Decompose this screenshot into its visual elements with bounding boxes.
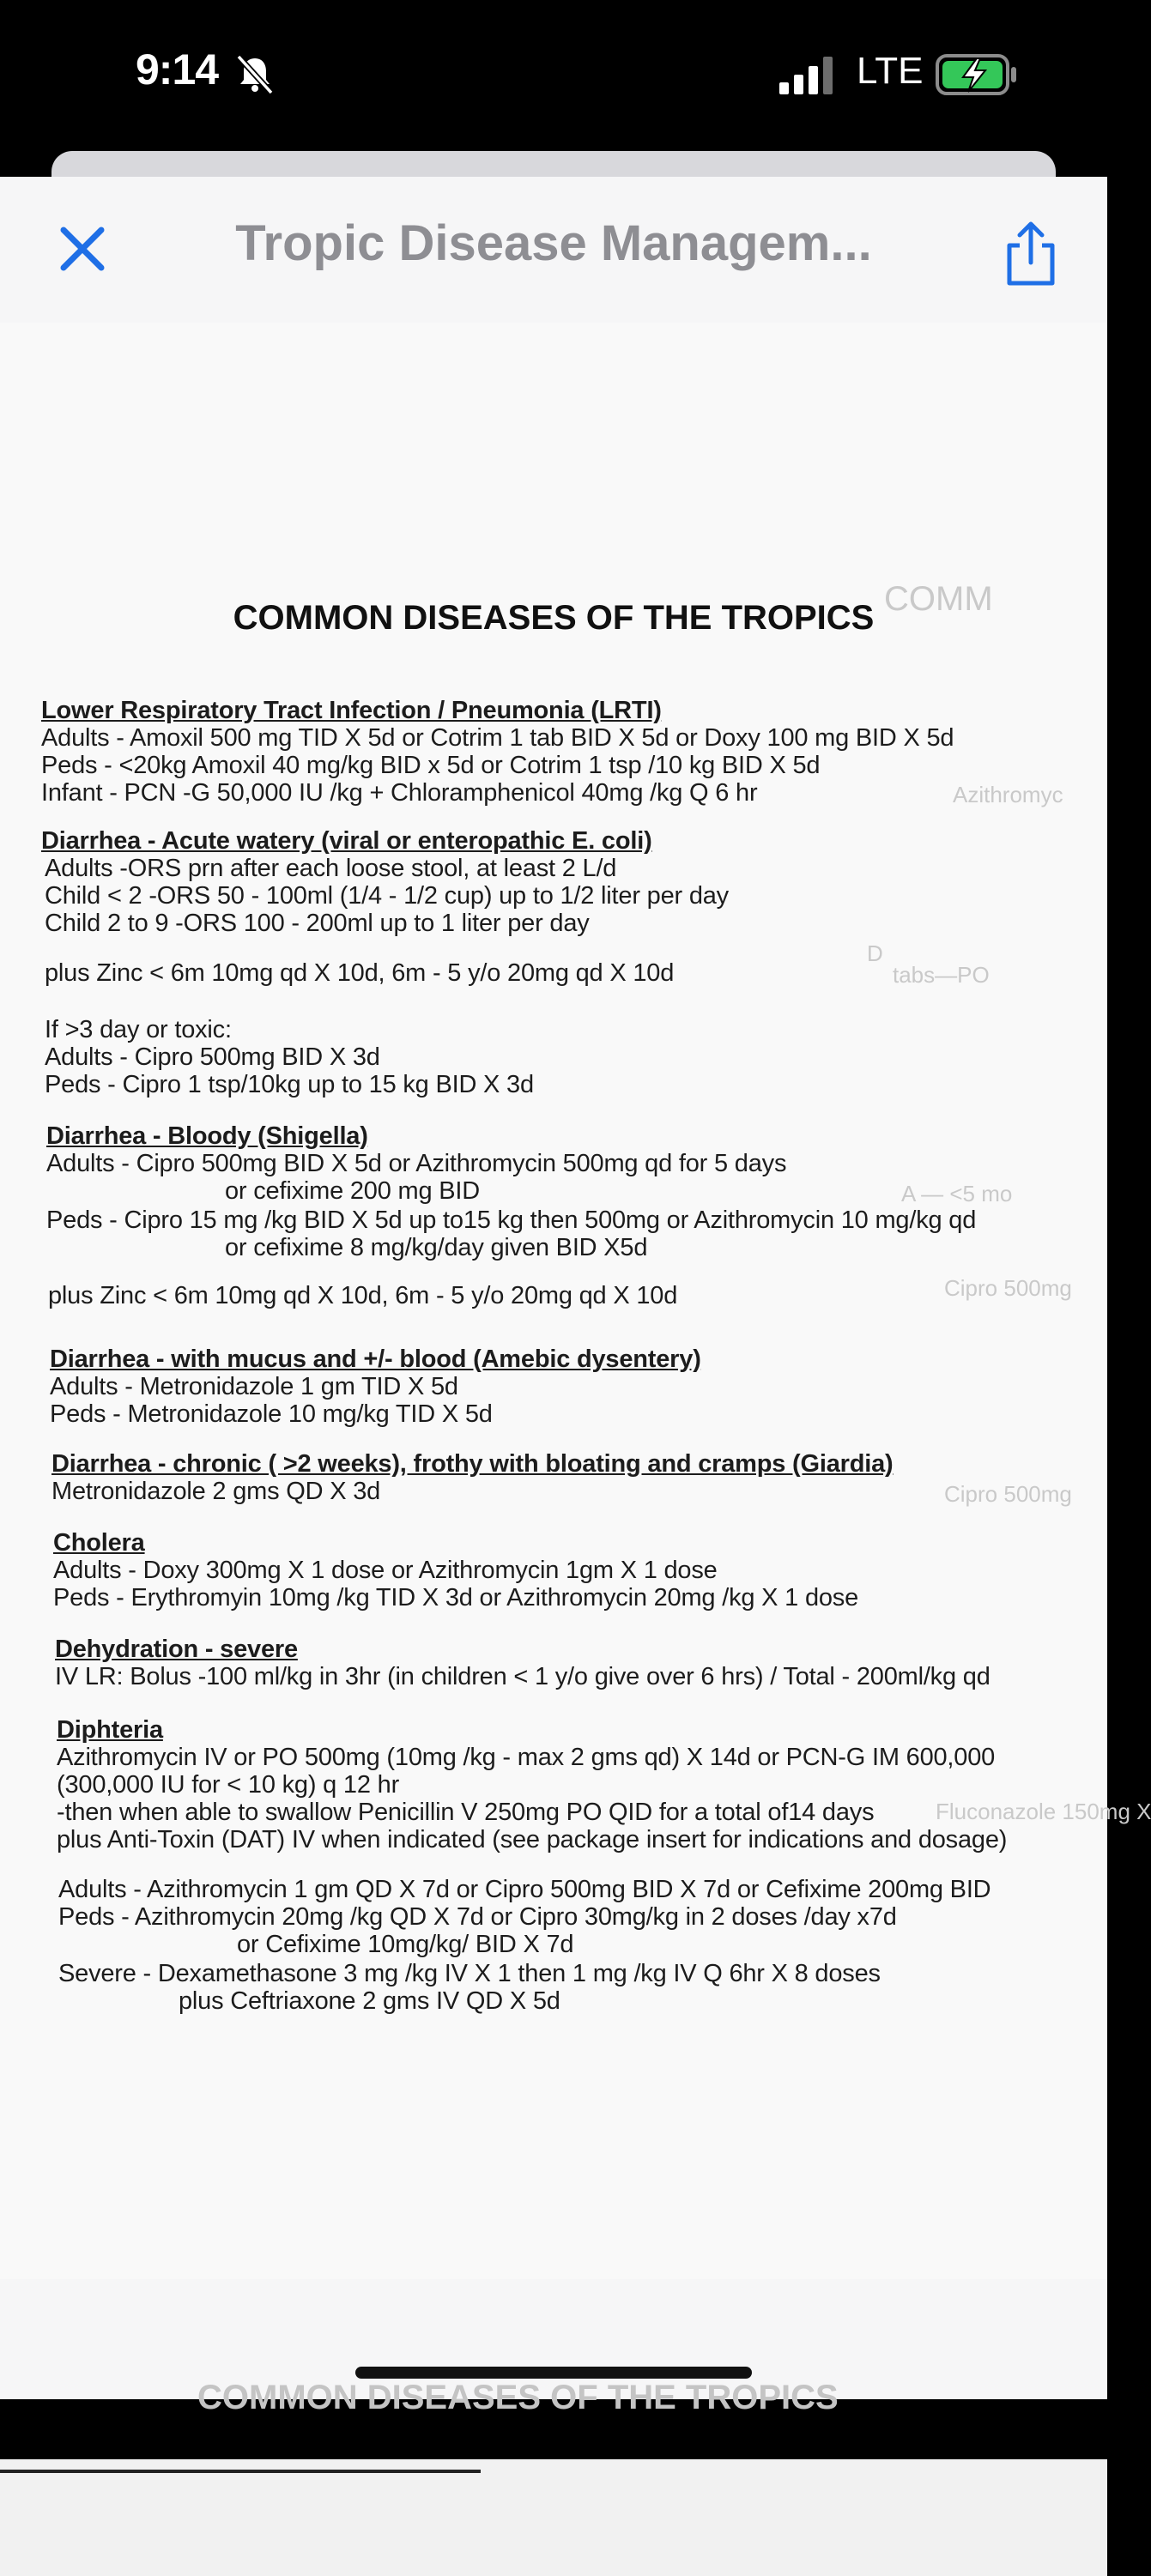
sheet-header — [0, 177, 1107, 323]
bloody-adults-alt: or cefixime 200 mg BID — [225, 1177, 480, 1205]
heading-lrti: Lower Respiratory Tract Infection / Pneumonia (LRTI) — [41, 697, 662, 724]
watery-adults: Adults -ORS prn after each loose stool, at least 2 L/d — [45, 855, 617, 882]
bloody-zinc: plus Zinc < 6m 10mg qd X 10d, 6m - 5 y/o 20mg qd X 10d — [48, 1282, 678, 1309]
lrti-peds: Peds - <20kg Amoxil 40 mg/kg BID x 5d or Cotrim 1 tsp /10 kg BID X 5d — [41, 752, 821, 779]
document-sheet — [0, 177, 1151, 2399]
next-page-heading-fragment: COMMON DISEASES OF THE TROPICS — [197, 2379, 839, 2416]
diphteria-antitoxin: plus Anti-Toxin (DAT) IV when indicated (see package insert for indications and dosage) — [57, 1826, 1008, 1853]
heading-giardia: Diarrhea - chronic ( >2 weeks), frothy with bloating and cramps (Giardia) — [51, 1450, 894, 1478]
heading-diphteria: Diphteria — [57, 1716, 163, 1744]
heading-dehydration: Dehydration - severe — [55, 1636, 298, 1663]
diphteria-weight: (300,000 IU for < 10 kg) q 12 hr — [57, 1771, 400, 1799]
watery-child-under-2: Child < 2 -ORS 50 - 100ml (1/4 - 1/2 cup) up to 1/2 liter per day — [45, 882, 729, 910]
document-title: Tropic Disease Managem... — [235, 215, 872, 271]
status-bar — [0, 0, 1107, 154]
watery-zinc: plus Zinc < 6m 10mg qd X 10d, 6m - 5 y/o 20mg qd X 10d — [45, 959, 675, 987]
bloody-adults: Adults - Cipro 500mg BID X 5d or Azithromycin 500mg qd for 5 days — [46, 1150, 787, 1177]
close-icon[interactable] — [53, 220, 112, 278]
watery-child-2-9: Child 2 to 9 -ORS 100 - 200ml up to 1 liter per day — [45, 910, 590, 937]
heading-amebic: Diarrhea - with mucus and +/- blood (Amebic dysentery) — [50, 1345, 701, 1373]
cellular-signal-icon — [779, 57, 836, 94]
cholera-peds: Peds - Erythromyin 10mg /kg TID X 3d or Azithromycin 20mg /kg X 1 dose — [53, 1584, 859, 1612]
lrti-infant: Infant - PCN -G 50,000 IU /kg + Chloramphenicol 40mg /kg Q 6 hr — [41, 779, 758, 807]
heading-diarrhea-watery: Diarrhea - Acute watery (viral or enteropathic E. coli) — [41, 827, 652, 855]
lrti-adults: Adults - Amoxil 500 mg TID X 5d or Cotrim 1 tab BID X 5d or Doxy 100 mg BID X 5d — [41, 724, 954, 752]
toxic-peds: Peds - Cipro 1 tsp/10kg up to 15 kg BID X 3d — [45, 1071, 534, 1098]
typhoid-adults: Adults - Azithromycin 1 gm QD X 7d or Cipro 500mg BID X 7d or Cefixime 200mg BID — [58, 1876, 991, 1903]
doc-heading: COMMON DISEASES OF THE TROPICS — [233, 599, 875, 637]
amebic-adults: Adults - Metronidazole 1 gm TID X 5d — [50, 1373, 458, 1400]
toxic-adults: Adults - Cipro 500mg BID X 3d — [45, 1043, 380, 1071]
typhoid-severe-plus: plus Ceftriaxone 2 gms IV QD X 5d — [179, 1987, 560, 2015]
amebic-peds: Peds - Metronidazole 10 mg/kg TID X 5d — [50, 1400, 493, 1428]
giardia-treatment: Metronidazole 2 gms QD X 3d — [51, 1478, 381, 1505]
bloody-peds: Peds - Cipro 15 mg /kg BID X 5d up to15 kg then 500mg or Azithromycin 10 mg/kg qd — [46, 1206, 977, 1234]
home-indicator[interactable] — [355, 2367, 752, 2379]
typhoid-peds-alt: or Cefixime 10mg/kg/ BID X 7d — [237, 1931, 574, 1958]
heading-diarrhea-bloody: Diarrhea - Bloody (Shigella) — [46, 1122, 368, 1150]
network-type: LTE — [857, 50, 924, 92]
diphteria-azithro: Azithromycin IV or PO 500mg (10mg /kg - max 2 gms qd) X 14d or PCN-G IM 600,000 — [57, 1744, 996, 1771]
toxic-note: If >3 day or toxic: — [45, 1016, 232, 1043]
status-time: 9:14 — [136, 45, 219, 94]
next-page-area — [0, 2459, 1107, 2576]
silent-mode-icon — [233, 53, 276, 96]
share-icon[interactable] — [1001, 220, 1061, 288]
page-rule — [0, 2470, 481, 2473]
typhoid-peds: Peds - Azithromycin 20mg /kg QD X 7d or Cipro 30mg/kg in 2 doses /day x7d — [58, 1903, 897, 1931]
cholera-adults: Adults - Doxy 300mg X 1 dose or Azithromycin 1gm X 1 dose — [53, 1557, 718, 1584]
typhoid-severe: Severe - Dexamethasone 3 mg /kg IV X 1 then 1 mg /kg IV Q 6hr X 8 doses — [58, 1960, 881, 1987]
bloody-peds-alt: or cefixime 8 mg/kg/day given BID X5d — [225, 1234, 648, 1261]
document-page: COMM Azithromyc D tabs—PO A — <5 mo Cipro 500mg Cipro 500mg Fluconazole 150mg X COMMON DISEASES OF THE TROPICS Lower Respiratory Tract Infection / Pneumonia (LRTI) Adults - Amoxil 500 mg TID X 5d or Cotrim 1 tab BID X 5d or Doxy 100 mg BID X 5d Peds - <20kg Amoxil 40 mg/kg BID x 5d or Cotrim 1 tsp /10 kg BID X 5d Infant - PCN -G 50,000 IU /kg + Chloramphenicol 40mg /kg Q 6 hr Diarrhea - Acute watery (viral or enteropathic E. coli) Adults -ORS prn after each loose stool, at least 2 L/d Child < 2 -ORS 50 - 100ml (1/4 - 1/2 cup) up to 1/2 liter per day Child 2 to 9 -ORS 100 - 200ml up to 1 liter per day plus Zinc < 6m 10mg qd X 10d, 6m - 5 y/o 20mg qd X 10d If >3 day or toxic: Adults - Cipro 500mg BID X 3d Peds - Cipro 1 tsp/10kg up to 15 kg BID X 3d Diarrhea - Bloody (Shigella) Adults - Cipro 500mg BID X 5d or Azithromycin 500mg qd for 5 days or cefixime 200 mg BID Peds - Cipro 15 mg /kg BID X 5d up to15 kg then 500mg or Azithromycin 10 mg/kg qd or cefixime 8 mg/kg/day given BID X5d plus Zinc < 6m 10mg qd X 10d, 6m - 5 y/o 20mg qd X 10d Diarrhea - with mucus and +/- blood (Amebic dysentery) Adults - Metronidazole 1 gm TID X 5d Peds - Metronidazole 10 mg/kg TID X 5d Diarrhea - chronic ( >2 weeks), frothy with bloating and cramps (Giardia) Metronidazole 2 gms QD X 3d Cholera Adults - Doxy 300mg X 1 dose or Azithromycin 1gm X 1 dose Peds - Erythromyin 10mg /kg TID X 3d or Azithromycin 20mg /kg X 1 dose Dehydration - severe IV LR: Bolus -100 ml/kg in 3hr (in children < 1 y/o give over 6 hrs) / Total - 200ml/kg qd Diphteria Azithromycin IV or PO 500mg (10mg /kg - max 2 gms qd) X 14d or PCN-G IM 600,000 (300,000 IU for < 10 kg) q 12 hr -then when able to swallow Penicillin V 250mg PO QID for a total of14 days plus Anti-Toxin (DAT) IV when indicated (see package insert for indications and dosage) Adults - Azithromycin 1 gm QD X 7d or Cipro 500mg BID X 7d or Cefixime 200mg BID Peds - Azithromycin 20mg /kg QD X 7d or Cipro 30mg/kg in 2 doses /day x7d or Cefixime 10mg/kg/ BID X 7d Severe - Dexamethasone 3 mg /kg IV X 1 then 1 mg /kg IV Q 6hr X 8 doses plus Ceftriaxone 2 gms IV QD X 5d — [0, 323, 1107, 2279]
heading-cholera: Cholera — [53, 1529, 145, 1557]
dehydration-iv: IV LR: Bolus -100 ml/kg in 3hr (in children < 1 y/o give over 6 hrs) / Total - 200ml/kg qd — [55, 1663, 990, 1690]
battery-charging-icon — [936, 53, 1018, 96]
diphteria-penicillin: -then when able to swallow Penicillin V 250mg PO QID for a total of14 days — [57, 1799, 875, 1826]
